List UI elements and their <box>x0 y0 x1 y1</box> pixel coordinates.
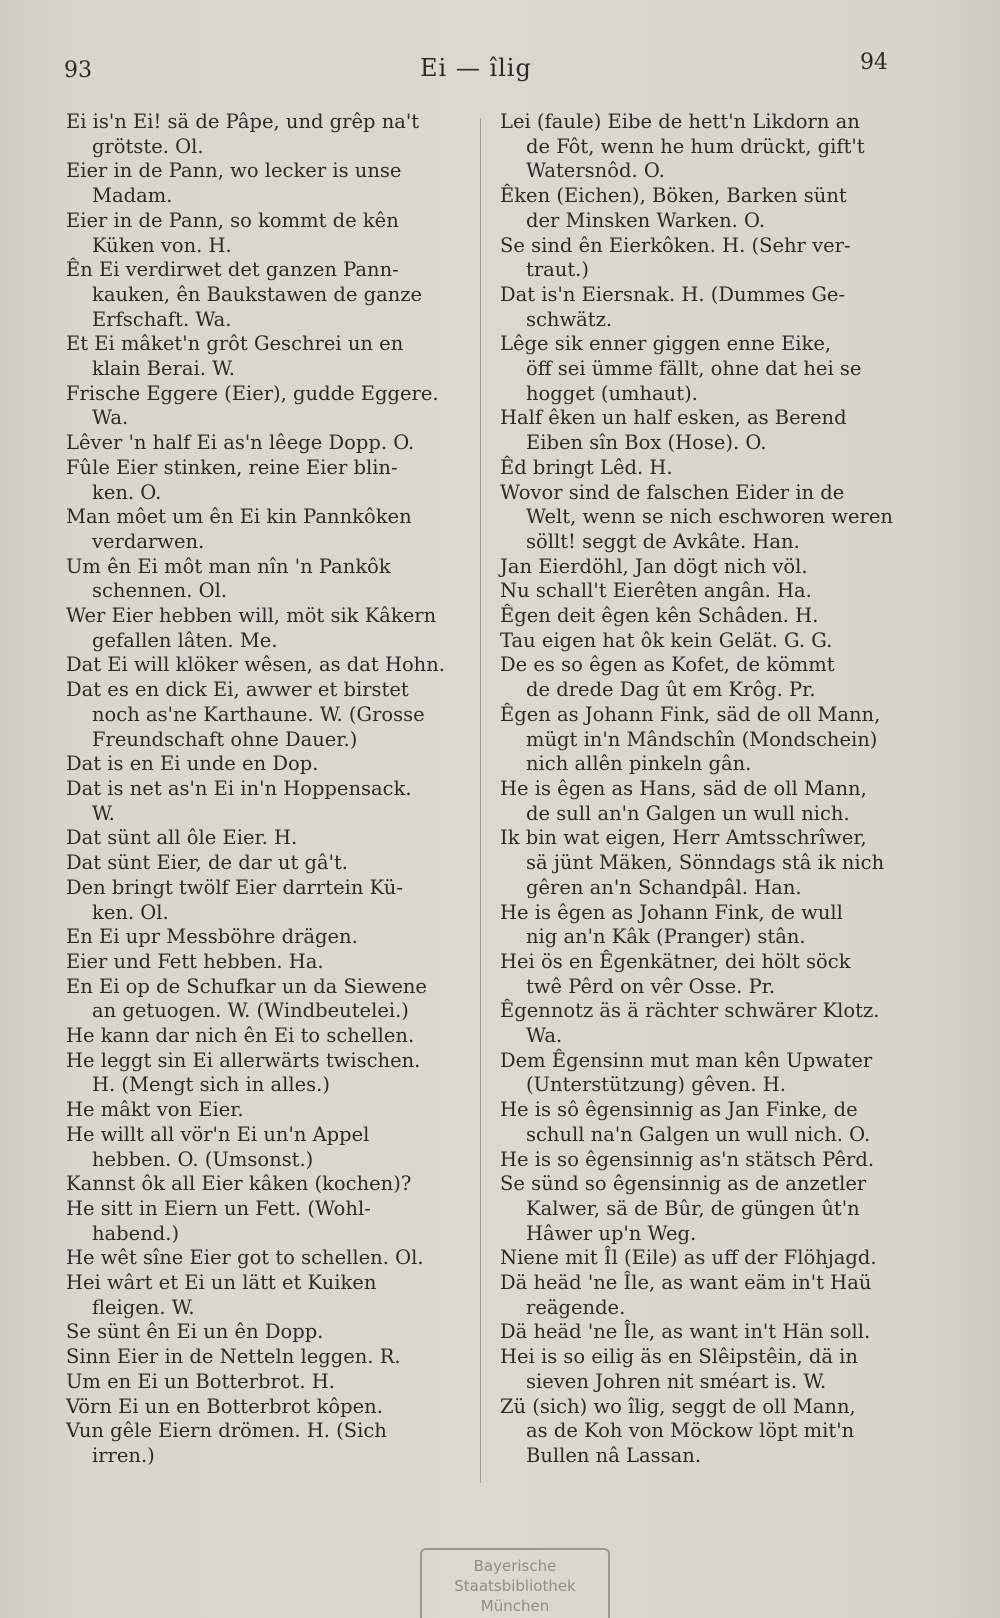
proverb-line: de drede Dag ût em Krôg. Pr. <box>526 678 816 702</box>
right-page-number: 94 <box>860 50 888 75</box>
right-column <box>500 110 906 1469</box>
proverb-line: He is êgen as Hans, säd de oll Mann, <box>500 776 867 800</box>
proverb-entry <box>66 1345 470 1370</box>
proverb-line: Hâwer up'n Weg. <box>526 1221 697 1245</box>
proverb-entry <box>66 505 470 554</box>
left-page-number: 93 <box>64 58 92 83</box>
proverb-entry <box>66 1370 470 1395</box>
proverb-line: H. (Mengt sich in alles.) <box>92 1073 330 1097</box>
proverb-entry <box>500 1172 906 1246</box>
proverb-line: Êken (Eichen), Böken, Barken sünt <box>500 184 847 208</box>
proverb-entry <box>500 406 906 455</box>
proverb-line: Et Ei mâket'n grôt Geschrei un en <box>66 332 404 356</box>
proverb-entry <box>66 826 470 851</box>
proverb-line: Dat is'n Eiersnak. H. (Dummes Ge- <box>500 282 846 306</box>
proverb-line: Bullen nâ Lassan. <box>526 1443 702 1467</box>
proverb-line: de Fôt, wenn he hum drückt, gift't <box>526 134 865 158</box>
proverb-entry <box>66 975 470 1024</box>
proverb-line: Kalwer, sä de Bûr, de güngen ût'n <box>526 1196 860 1220</box>
proverb-line: Dat is net as'n Ei in'n Hoppensack. <box>66 776 412 800</box>
proverb-line: He is êgen as Johann Fink, de wull <box>500 900 843 924</box>
proverb-line: Ik bin wat eigen, Herr Amtsschrîwer, <box>500 826 867 850</box>
proverb-line: Um en Ei un Botterbrot. H. <box>66 1369 335 1393</box>
proverb-entry <box>66 1246 470 1271</box>
stamp-line: Staatsbibliothek <box>454 1577 576 1595</box>
proverb-entry <box>66 1395 470 1420</box>
proverb-line: noch as'ne Karthaune. W. (Grosse <box>92 702 425 726</box>
proverb-entry <box>66 110 470 159</box>
library-stamp <box>420 1548 610 1618</box>
proverb-line: Welt, wenn se nich eschworen weren <box>526 505 893 529</box>
proverb-line: Madam. <box>92 184 173 208</box>
proverb-line: hebben. O. (Umsonst.) <box>92 1147 314 1171</box>
proverb-line: En Ei op de Schufkar un da Siewene <box>66 974 427 998</box>
proverb-entry <box>500 110 906 184</box>
proverb-entry <box>66 1172 470 1197</box>
proverb-entry <box>66 431 470 456</box>
proverb-line: He wêt sîne Eier got to schellen. Ol. <box>66 1246 424 1270</box>
proverb-entry <box>66 456 470 505</box>
proverb-line: Küken von. H. <box>92 233 232 257</box>
proverb-entry <box>66 1024 470 1049</box>
proverb-line: Kannst ôk all Eier kâken (kochen)? <box>66 1172 412 1196</box>
proverb-entry <box>66 604 470 653</box>
proverb-line: Wa. <box>92 406 129 430</box>
proverb-line: En Ei upr Messböhre drägen. <box>66 925 358 949</box>
proverb-line: grötste. Ol. <box>92 134 204 158</box>
proverb-line: Dat sünt Eier, de dar ut gâ't. <box>66 851 348 875</box>
proverb-line: Lêge sik enner giggen enne Eike, <box>500 332 832 356</box>
proverb-entry <box>66 209 470 258</box>
proverb-entry <box>500 1246 906 1271</box>
proverb-entry <box>500 555 906 580</box>
proverb-line: söllt! seggt de Avkâte. Han. <box>526 529 800 553</box>
proverb-line: schull na'n Galgen un wull nich. O. <box>526 1122 871 1146</box>
proverb-line: Freundschaft ohne Dauer.) <box>92 727 358 751</box>
proverb-line: Nu schall't Eierêten angân. Ha. <box>500 579 812 603</box>
proverb-line: ken. O. <box>92 480 162 504</box>
proverb-line: Se sünd so êgensinnig as de anzetler <box>500 1172 867 1196</box>
proverb-line: Dat es en dick Ei, awwer et birstet <box>66 678 409 702</box>
proverb-entry <box>66 777 470 826</box>
proverb-line: nig an'n Kâk (Pranger) stân. <box>526 925 806 949</box>
proverb-line: kauken, ên Baukstawen de ganze <box>92 282 423 306</box>
proverb-line: klain Berai. W. <box>92 357 235 381</box>
proverb-line: Erfschaft. Wa. <box>92 307 232 331</box>
proverb-entry <box>66 1271 470 1320</box>
proverb-line: Dä heäd 'ne Île, as want in't Hän soll. <box>500 1320 871 1344</box>
proverb-entry <box>500 332 906 406</box>
proverb-entry <box>66 1098 470 1123</box>
proverb-line: schwätz. <box>526 307 613 331</box>
proverb-line: fleigen. W. <box>92 1295 195 1319</box>
proverb-entry <box>500 1271 906 1320</box>
proverb-line: He leggt sin Ei allerwärts twischen. <box>66 1048 421 1072</box>
proverb-entry <box>500 653 906 702</box>
proverb-line: Um ên Ei môt man nîn 'n Pankôk <box>66 554 391 578</box>
proverb-entry <box>66 1049 470 1098</box>
proverb-line: as de Koh von Möckow löpt mit'n <box>526 1419 855 1443</box>
proverb-line: gêren an'n Schandpâl. Han. <box>526 875 802 899</box>
proverb-line: Wa. <box>526 1024 563 1048</box>
proverb-line: Eier und Fett hebben. Ha. <box>66 949 324 973</box>
proverb-line: mügt in'n Mândschîn (Mondschein) <box>526 727 878 751</box>
proverb-entry <box>66 1197 470 1246</box>
proverb-entry <box>500 234 906 283</box>
stamp-line: München <box>480 1597 550 1615</box>
proverb-line: Watersnôd. O. <box>526 159 665 183</box>
proverb-line: He kann dar nich ên Ei to schellen. <box>66 1024 415 1048</box>
running-title: Ei — îlig <box>420 54 532 82</box>
proverb-line: traut.) <box>526 258 589 282</box>
proverb-line: De es so êgen as Kofet, de kömmt <box>500 653 835 677</box>
proverb-line: irren.) <box>92 1443 155 1467</box>
proverb-entry <box>66 555 470 604</box>
proverb-line: Den bringt twölf Eier darrtein Kü- <box>66 875 403 899</box>
proverb-entry <box>500 1148 906 1173</box>
proverb-entry <box>500 1320 906 1345</box>
proverb-line: Zü (sich) wo îlig, seggt de oll Mann, <box>500 1394 856 1418</box>
proverb-entry <box>500 826 906 900</box>
proverb-entry <box>500 579 906 604</box>
proverb-entry <box>500 950 906 999</box>
proverb-line: Half êken un half esken, as Berend <box>500 406 847 430</box>
proverb-entry <box>66 950 470 975</box>
proverb-entry <box>66 1419 470 1468</box>
proverb-line: Vörn Ei un en Botterbrot kôpen. <box>66 1394 383 1418</box>
proverb-line: Se sünt ên Ei un ên Dopp. <box>66 1320 324 1344</box>
proverb-line: öff sei ümme fällt, ohne dat hei se <box>526 357 862 381</box>
proverb-entry <box>500 999 906 1048</box>
proverb-line: Wovor sind de falschen Eider in de <box>500 480 845 504</box>
proverb-line: He is so êgensinnig as'n stätsch Pêrd. <box>500 1147 875 1171</box>
proverb-entry <box>500 456 906 481</box>
proverb-line: schennen. Ol. <box>92 579 228 603</box>
proverb-line: gefallen lâten. Me. <box>92 628 278 652</box>
proverb-entry <box>66 1320 470 1345</box>
proverb-entry <box>500 1395 906 1469</box>
proverb-entry <box>500 777 906 826</box>
proverb-line: Eier in de Pann, so kommt de kên <box>66 208 399 232</box>
proverb-line: hogget (umhaut). <box>526 381 698 405</box>
proverb-line: W. <box>92 801 115 825</box>
left-column <box>66 110 470 1469</box>
proverb-line: habend.) <box>92 1221 180 1245</box>
proverb-entry <box>66 876 470 925</box>
proverb-line: Frische Eggere (Eier), gudde Eggere. <box>66 381 439 405</box>
page-header <box>0 48 1000 88</box>
proverb-line: verdarwen. <box>92 529 205 553</box>
proverb-entry <box>66 1123 470 1172</box>
proverb-line: Lêver 'n half Ei as'n lêege Dopp. O. <box>66 431 415 455</box>
proverb-entry <box>66 332 470 381</box>
proverb-entry <box>500 901 906 950</box>
proverb-line: der Minsken Warken. O. <box>526 208 766 232</box>
proverb-line: reägende. <box>526 1295 626 1319</box>
proverb-line: Dem Êgensinn mut man kên Upwater <box>500 1048 873 1072</box>
column-divider <box>480 118 481 1483</box>
proverb-entry <box>500 1098 906 1147</box>
proverb-entry <box>66 851 470 876</box>
proverb-line: de sull an'n Galgen un wull nich. <box>526 801 850 825</box>
proverb-line: He sitt in Eiern un Fett. (Wohl- <box>66 1196 371 1220</box>
proverb-line: Man môet um ên Ei kin Pannkôken <box>66 505 412 529</box>
proverb-line: Wer Eier hebben will, möt sik Kâkern <box>66 604 437 628</box>
proverb-line: Êgen deit êgen kên Schâden. H. <box>500 604 819 628</box>
proverb-entry <box>66 159 470 208</box>
proverb-line: ken. Ol. <box>92 900 169 924</box>
proverb-line: Êgennotz äs ä rächter schwärer Klotz. <box>500 999 880 1023</box>
proverb-entry <box>66 382 470 431</box>
proverb-line: Ên Ei verdirwet det ganzen Pann- <box>66 258 399 282</box>
proverb-line: Êd bringt Lêd. H. <box>500 455 673 479</box>
proverb-line: He mâkt von Eier. <box>66 1098 244 1122</box>
proverb-line: nich allên pinkeln gân. <box>526 752 752 776</box>
proverb-entry <box>500 481 906 555</box>
proverb-line: Dat sünt all ôle Eier. H. <box>66 826 298 850</box>
proverb-entry <box>66 752 470 777</box>
proverb-entry <box>66 925 470 950</box>
proverb-line: (Unterstützung) gêven. H. <box>526 1073 786 1097</box>
proverb-line: He willt all vör'n Ei un'n Appel <box>66 1122 370 1146</box>
proverb-line: Lei (faule) Eibe de hett'n Likdorn an <box>500 110 860 133</box>
proverb-line: Hei wârt et Ei un lätt et Kuiken <box>66 1271 377 1295</box>
proverb-entry <box>66 653 470 678</box>
proverb-entry <box>500 703 906 777</box>
proverb-line: Se sind ên Eierkôken. H. (Sehr ver- <box>500 233 851 257</box>
proverb-line: Sinn Eier in de Netteln leggen. R. <box>66 1345 401 1369</box>
proverb-entry <box>500 1049 906 1098</box>
proverb-line: Dä heäd 'ne Île, as want eäm in't Haü <box>500 1271 872 1295</box>
proverb-line: Dat is en Ei unde en Dop. <box>66 752 319 776</box>
proverb-line: Êgen as Johann Fink, säd de oll Mann, <box>500 702 881 726</box>
proverb-line: sä jünt Mäken, Sönndags stâ ik nich <box>526 851 885 875</box>
proverb-line: Niene mit Îl (Eile) as uff der Flöhjagd. <box>500 1246 877 1270</box>
proverb-line: Fûle Eier stinken, reine Eier blin- <box>66 455 398 479</box>
proverb-line: sieven Johren nit sméart is. W. <box>526 1369 827 1393</box>
proverb-line: Ei is'n Ei! sä de Pâpe, und grêp na't <box>66 110 420 133</box>
proverb-line: Jan Eierdöhl, Jan dögt nich völ. <box>500 554 808 578</box>
stamp-line: Bayerische <box>473 1557 557 1575</box>
proverb-line: Dat Ei will klöker wêsen, as dat Hohn. <box>66 653 446 677</box>
proverb-entry <box>66 258 470 332</box>
proverb-line: Eier in de Pann, wo lecker is unse <box>66 159 402 183</box>
proverb-entry <box>500 1345 906 1394</box>
proverb-line: Hei ös en Êgenkätner, dei hölt söck <box>500 949 851 973</box>
proverb-entry <box>500 184 906 233</box>
proverb-line: twê Pêrd on vêr Osse. Pr. <box>526 974 776 998</box>
proverb-line: Tau eigen hat ôk kein Gelät. G. G. <box>500 628 833 652</box>
proverb-entry <box>500 283 906 332</box>
proverb-entry <box>66 678 470 752</box>
proverb-line: Eiben sîn Box (Hose). O. <box>526 431 767 455</box>
proverb-line: an getuogen. W. (Windbeutelei.) <box>92 999 409 1023</box>
proverb-line: Vun gêle Eiern drömen. H. (Sich <box>66 1419 387 1443</box>
proverb-entry <box>500 604 906 629</box>
proverb-entry <box>500 629 906 654</box>
proverb-line: He is sô êgensinnig as Jan Finke, de <box>500 1098 858 1122</box>
proverb-line: Hei is so eilig äs en Slêipstêin, dä in <box>500 1345 858 1369</box>
